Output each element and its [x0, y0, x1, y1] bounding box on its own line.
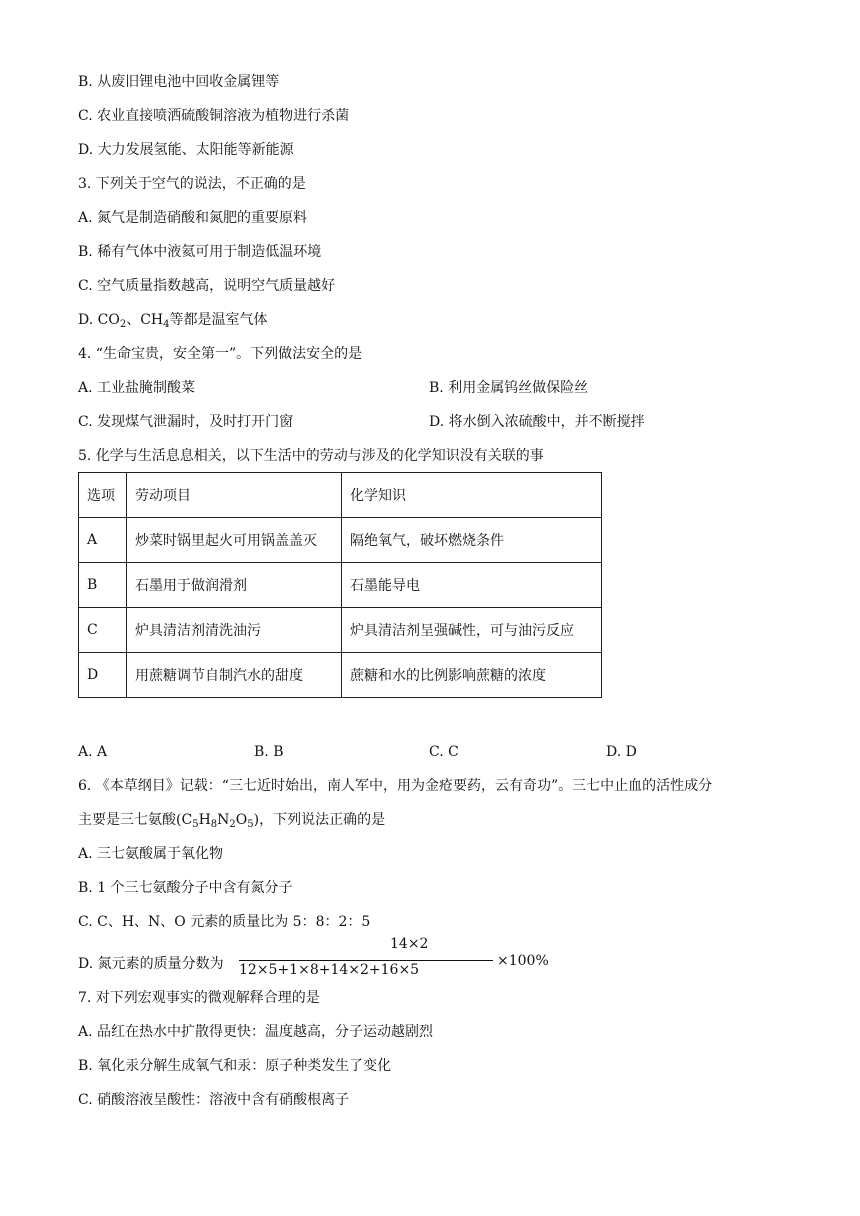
q7-option-b: B. 氧化汞分解生成氧气和汞：原子种类发生了变化	[78, 1058, 392, 1074]
fraction-factor: ×100%	[497, 953, 549, 969]
table-cell: 炉具清洁剂呈强碱性，可与油污反应	[342, 608, 602, 653]
table-header-cell: 劳动项目	[127, 473, 342, 518]
q3-stem: 3. 下列关于空气的说法，不正确的是	[78, 176, 306, 192]
table-row	[79, 608, 602, 653]
q5-stem: 5. 化学与生活息息相关，以下生活中的劳动与涉及的化学知识没有关联的事	[78, 448, 544, 464]
q6-option-c: C. C、H、N、O 元素的质量比为 5：8：2：5	[78, 914, 371, 930]
table-cell: 石墨用于做润滑剂	[127, 563, 342, 608]
q5-table	[78, 472, 602, 698]
q3-option-d: D. $CO_2$、$CH_4$等都是温室气体	[78, 312, 268, 330]
q6-stem-line1: 6. 《本草纲目》记载：“三七近时始出，南人军中，用为金疮要药，云有奇功”。三七中止血的活性成分	[78, 778, 713, 794]
table-cell: 隔绝氧气，破坏燃烧条件	[342, 518, 602, 563]
table-header-cell: 化学知识	[342, 473, 602, 518]
q4-option-b: B. 利用金属钨丝做保险丝	[429, 380, 589, 396]
table-cell: 用蔗糖调节自制汽水的甜度	[127, 653, 342, 698]
fraction-denominator: 12×5+1×8+14×2+16×5	[239, 962, 420, 978]
q4-option-c: C. 发现煤气泄漏时，及时打开门窗	[78, 414, 294, 430]
q5-option-c: C. C	[429, 744, 459, 760]
q2-option-d: D. 大力发展氢能、太阳能等新能源	[78, 142, 294, 158]
q5-option-b: B. B	[254, 744, 284, 760]
q3-option-c: C. 空气质量指数越高，说明空气质量越好	[78, 278, 336, 294]
table-cell: B	[79, 563, 127, 608]
q3-option-b: B. 稀有气体中液氦可用于制造低温环境	[78, 244, 322, 260]
q5-option-a: A. A	[78, 744, 108, 760]
q4-option-d: D. 将水倒入浓硫酸中，并不断搅拌	[429, 414, 645, 430]
table-header-cell: 选项	[79, 473, 127, 518]
q7-option-a: A. 品红在热水中扩散得更快：温度越高，分子运动越剧烈	[78, 1024, 434, 1040]
table-cell: A	[79, 518, 127, 563]
table-cell: 炉具清洁剂清洗油污	[127, 608, 342, 653]
table-cell: 石墨能导电	[342, 563, 602, 608]
q6-stem-line2: 主要是三七氨酸$(C_5H_8N_2O_5)$，下列说法正确的是	[78, 812, 386, 830]
table-cell: D	[79, 653, 127, 698]
q4-option-a: A. 工业盐腌制酸菜	[78, 380, 196, 396]
table-cell: 炒菜时锅里起火可用锅盖盖灭	[127, 518, 342, 563]
q2-option-b: B. 从废旧锂电池中回收金属锂等	[78, 74, 280, 90]
q5-option-d: D. D	[606, 744, 637, 760]
fraction-bar	[239, 960, 493, 961]
q6-option-d-label: D. 氮元素的质量分数为	[78, 956, 224, 972]
q6-option-a: A. 三七氨酸属于氧化物	[78, 846, 224, 862]
table-cell: C	[79, 608, 127, 653]
q3-option-a: A. 氮气是制造硝酸和氮肥的重要原料	[78, 210, 308, 226]
table-row	[79, 563, 602, 608]
q6-option-b: B. 1 个三七氨酸分子中含有氮分子	[78, 880, 293, 896]
table-cell: 蔗糖和水的比例影响蔗糖的浓度	[342, 653, 602, 698]
q2-option-c: C. 农业直接喷洒硫酸铜溶液为植物进行杀菌	[78, 108, 350, 124]
fraction-numerator: 14×2	[390, 936, 429, 952]
table-header-row	[79, 473, 602, 518]
table-row	[79, 653, 602, 698]
q7-stem: 7. 对下列宏观事实的微观解释合理的是	[78, 990, 320, 1006]
table-row	[79, 518, 602, 563]
q7-option-c: C. 硝酸溶液呈酸性：溶液中含有硝酸根离子	[78, 1092, 350, 1108]
q4-stem: 4. “生命宝贵，安全第一”。下列做法安全的是	[78, 346, 363, 362]
